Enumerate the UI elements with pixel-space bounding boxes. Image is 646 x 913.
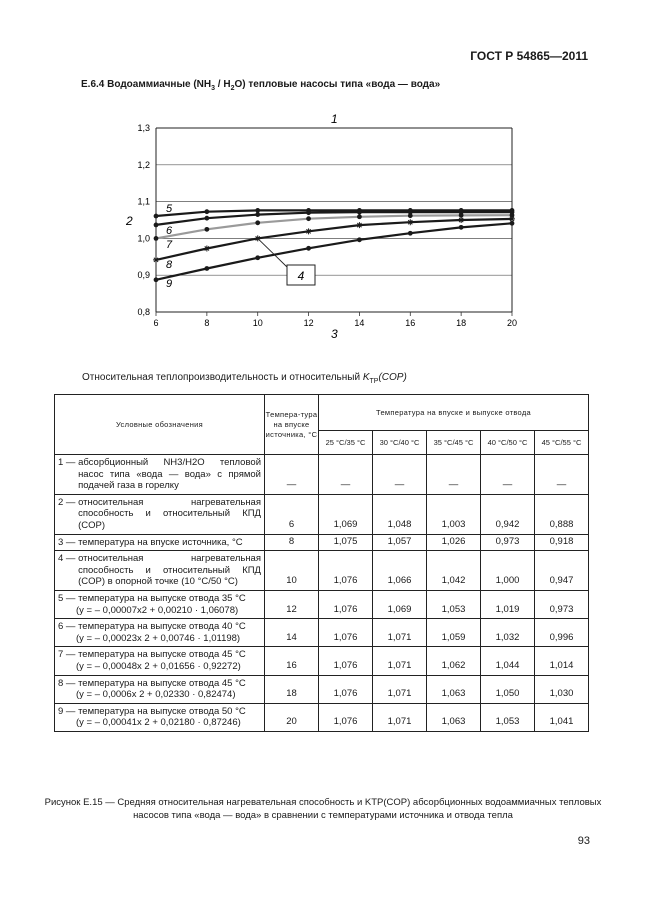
value-cell: 1,076 — [319, 675, 373, 703]
legend-text: абсорбционный NH3/H2O тепловой насос типа «вода — вода» с прямой подачей газа в горелку — [78, 457, 261, 492]
legend-number: 4 — — [58, 553, 79, 565]
curve-label-5: 5 — [166, 203, 173, 215]
series-point-5 — [204, 209, 209, 214]
value-cell: 1,041 — [535, 703, 589, 731]
value-cell: 1,050 — [481, 675, 535, 703]
series-point-8 — [407, 219, 413, 225]
sub-header: 40 °С/50 °С — [481, 431, 535, 455]
table-caption: Относительная теплопроизводительность и относительный $K_{ТР}(COP)$ — [82, 372, 407, 385]
series-point-8 — [458, 217, 464, 223]
value-cell: 1,076 — [319, 703, 373, 731]
value-cell: 1,042 — [427, 551, 481, 591]
curve-label-9: 9 — [166, 278, 173, 290]
value-cell: 0,996 — [535, 619, 589, 647]
value-cell: 1,076 — [319, 590, 373, 618]
series-point-7 — [204, 227, 209, 232]
value-cell: 1,069 — [373, 590, 427, 618]
series-point-9 — [154, 277, 159, 282]
source-temp-cell: 8 — [265, 534, 319, 551]
series-point-6 — [357, 210, 362, 215]
legend-number: 2 — — [58, 496, 79, 508]
table-row — [55, 647, 589, 675]
series-point-8 — [356, 222, 362, 228]
value-cell: 1,053 — [427, 590, 481, 618]
legend-number: 1 — — [58, 457, 79, 468]
value-cell: 1,066 — [373, 551, 427, 591]
value-cell: 1,019 — [481, 590, 535, 618]
value-cell: 1,014 — [535, 647, 589, 675]
series-point-9 — [204, 266, 209, 271]
legend-number: 6 — — [58, 621, 79, 633]
value-cell: 1,071 — [373, 619, 427, 647]
series-point-7 — [357, 214, 362, 219]
chart-series — [153, 208, 515, 282]
series-point-6 — [154, 223, 159, 228]
value-cell: 1,044 — [481, 647, 535, 675]
table-row — [55, 534, 589, 551]
curve-label-7: 7 — [166, 239, 173, 251]
value-cell: — — [319, 455, 373, 495]
curve-label-8: 8 — [166, 259, 173, 271]
standard-number: ГОСТ Р 54865—2011 — [470, 49, 588, 63]
value-cell: 1,032 — [481, 619, 535, 647]
legend-equation: (y = – 0,00041x 2 + 0,02180 · 0,87246) — [76, 717, 241, 729]
y-tick-label: 1,0 — [137, 233, 150, 244]
value-cell: — — [373, 455, 427, 495]
legend-text: температура на выпуске отвода 50 °С — [78, 705, 246, 717]
value-cell: 1,076 — [319, 551, 373, 591]
legend-cell — [55, 551, 265, 591]
source-temp-cell: 20 — [265, 703, 319, 731]
legend-text: температура на впуске источника, °С — [78, 536, 243, 548]
section-title: Е.6.4 Водоаммиачные $(NH_3 / H_2O)$ тепловые насосы типа «вода — вода» — [81, 79, 441, 92]
series-point-5 — [154, 214, 159, 219]
header-legend: Условные обозначения — [55, 395, 265, 455]
legend-cell — [55, 647, 265, 675]
header-temp-group: Температура на впуске и выпуске отвода — [319, 395, 589, 431]
value-cell: 1,000 — [481, 551, 535, 591]
cop-table — [54, 394, 589, 732]
figure-caption: Рисунок Е.15 — Средняя относительная нагревательная способность и KТР(COP) абсорбционных водоаммиачных тепловых насосов типа «вода — вода» в сравнении с температурами источника и отвода тепла — [44, 797, 602, 821]
value-cell: 1,062 — [427, 647, 481, 675]
sub-header: 30 °С/40 °С — [373, 431, 427, 455]
series-line-9 — [156, 223, 512, 279]
x-tick-label: 12 — [303, 318, 314, 328]
source-temp-cell: — — [265, 455, 319, 495]
series-point-7 — [255, 220, 260, 225]
y-tick-label: 1,1 — [137, 196, 150, 207]
series-point-9 — [459, 225, 464, 230]
legend-equation: (y = – 0,00048x 2 + 0,01656 · 0,92272) — [76, 660, 241, 672]
y-tick-label: 0,8 — [137, 307, 150, 317]
legend-number: 9 — — [58, 705, 79, 717]
legend-text: температура на выпуске отвода 45 °С — [78, 677, 246, 689]
x-tick-label: 16 — [405, 318, 416, 328]
value-cell: 0,918 — [535, 534, 589, 551]
header-temp-source: Темпера-тура на впуске источника, °С — [265, 395, 319, 455]
source-temp-cell: 10 — [265, 551, 319, 591]
legend-number: 3 — — [58, 536, 79, 548]
table-row — [55, 619, 589, 647]
series-point-8 — [306, 228, 312, 234]
table-row — [55, 703, 589, 731]
legend-cell — [55, 534, 265, 551]
series-point-8 — [153, 257, 159, 263]
value-cell: 1,030 — [535, 675, 589, 703]
legend-cell — [55, 675, 265, 703]
value-cell: 0,942 — [481, 494, 535, 534]
callout-label-4: 4 — [297, 269, 305, 283]
value-cell: 1,048 — [373, 494, 427, 534]
series-point-6 — [306, 210, 311, 215]
x-tick-label: 8 — [204, 318, 210, 328]
value-cell: — — [535, 455, 589, 495]
value-cell: — — [427, 455, 481, 495]
y-axis-label: 2 — [126, 214, 133, 228]
legend-number: 8 — — [58, 677, 79, 689]
curve-label-6: 6 — [166, 225, 173, 237]
value-cell: 1,057 — [373, 534, 427, 551]
table-row — [55, 551, 589, 591]
series-point-9 — [357, 237, 362, 242]
value-cell: 1,063 — [427, 675, 481, 703]
series-point-9 — [306, 246, 311, 251]
series-point-5 — [255, 208, 260, 213]
legend-equation: (y = – 0,0006x 2 + 0,02330 · 0,82474) — [76, 689, 236, 701]
value-cell: 1,071 — [373, 703, 427, 731]
x-tick-label: 6 — [153, 318, 159, 328]
series-point-9 — [255, 255, 260, 260]
legend-text: относительная нагревательная способность и относительный КПД (COP) в опорной точке (10 °С/50 °С) — [78, 553, 261, 588]
value-cell: 0,947 — [535, 551, 589, 591]
series-point-7 — [306, 216, 311, 221]
source-temp-cell: 6 — [265, 494, 319, 534]
legend-cell — [55, 455, 265, 495]
page-number: 93 — [577, 835, 590, 847]
table-row — [55, 455, 589, 495]
x-tick-label: 14 — [354, 318, 365, 328]
value-cell: 1,026 — [427, 534, 481, 551]
series-point-7 — [408, 213, 413, 218]
callout-label-1: 1 — [331, 112, 338, 126]
value-cell: 0,888 — [535, 494, 589, 534]
value-cell: 1,076 — [319, 619, 373, 647]
value-cell: 1,063 — [427, 703, 481, 731]
series-point-7 — [154, 236, 159, 241]
value-cell: 1,069 — [319, 494, 373, 534]
value-cell: — — [481, 455, 535, 495]
table-row — [55, 675, 589, 703]
sub-header: 35 °С/45 °С — [427, 431, 481, 455]
legend-text: температура на выпуске отвода 35 °С — [78, 592, 246, 604]
value-cell: 1,003 — [427, 494, 481, 534]
value-cell: 0,973 — [535, 590, 589, 618]
legend-cell — [55, 703, 265, 731]
x-tick-label: 10 — [252, 318, 263, 328]
y-tick-label: 1,3 — [137, 123, 150, 133]
value-cell: 1,075 — [319, 534, 373, 551]
legend-text: температура на выпуске отвода 40 °С — [78, 621, 246, 633]
legend-text: температура на выпуске отвода 45 °С — [78, 649, 246, 661]
y-tick-label: 1,2 — [137, 159, 150, 170]
x-tick-label: 20 — [506, 318, 518, 328]
x-axis-label: 3 — [331, 327, 338, 341]
series-point-9 — [510, 221, 515, 226]
legend-equation: (y = – 0,00023x 2 + 0,00746 · 1,01198) — [76, 632, 241, 644]
series-point-6 — [204, 216, 209, 221]
legend-equation: (y = – 0,00007x2 + 0,00210 · 1,06078) — [76, 604, 239, 616]
value-cell: 1,071 — [373, 647, 427, 675]
value-cell: 1,053 — [481, 703, 535, 731]
series-point-8 — [204, 245, 210, 251]
x-tick-label: 18 — [456, 318, 467, 328]
source-temp-cell: 18 — [265, 675, 319, 703]
legend-cell — [55, 590, 265, 618]
sub-header: 25 °С/35 °С — [319, 431, 373, 455]
value-cell: 1,071 — [373, 675, 427, 703]
y-tick-label: 0,9 — [137, 270, 150, 281]
source-temp-cell: 16 — [265, 647, 319, 675]
source-temp-cell: 14 — [265, 619, 319, 647]
legend-cell — [55, 494, 265, 534]
source-temp-cell: 12 — [265, 590, 319, 618]
table-row — [55, 590, 589, 618]
table-row — [55, 494, 589, 534]
series-point-6 — [255, 212, 260, 217]
legend-number: 7 — — [58, 649, 79, 661]
legend-number: 5 — — [58, 592, 79, 604]
series-point-9 — [408, 231, 413, 236]
sub-header: 45 °С/55 °С — [535, 431, 589, 455]
series-line-8 — [156, 219, 512, 260]
legend-text: относительная нагревательная способность и относительный КПД (COP) — [78, 496, 261, 531]
value-cell: 1,059 — [427, 619, 481, 647]
cop-chart — [0, 0, 646, 360]
legend-cell — [55, 619, 265, 647]
value-cell: 0,973 — [481, 534, 535, 551]
value-cell: 1,076 — [319, 647, 373, 675]
